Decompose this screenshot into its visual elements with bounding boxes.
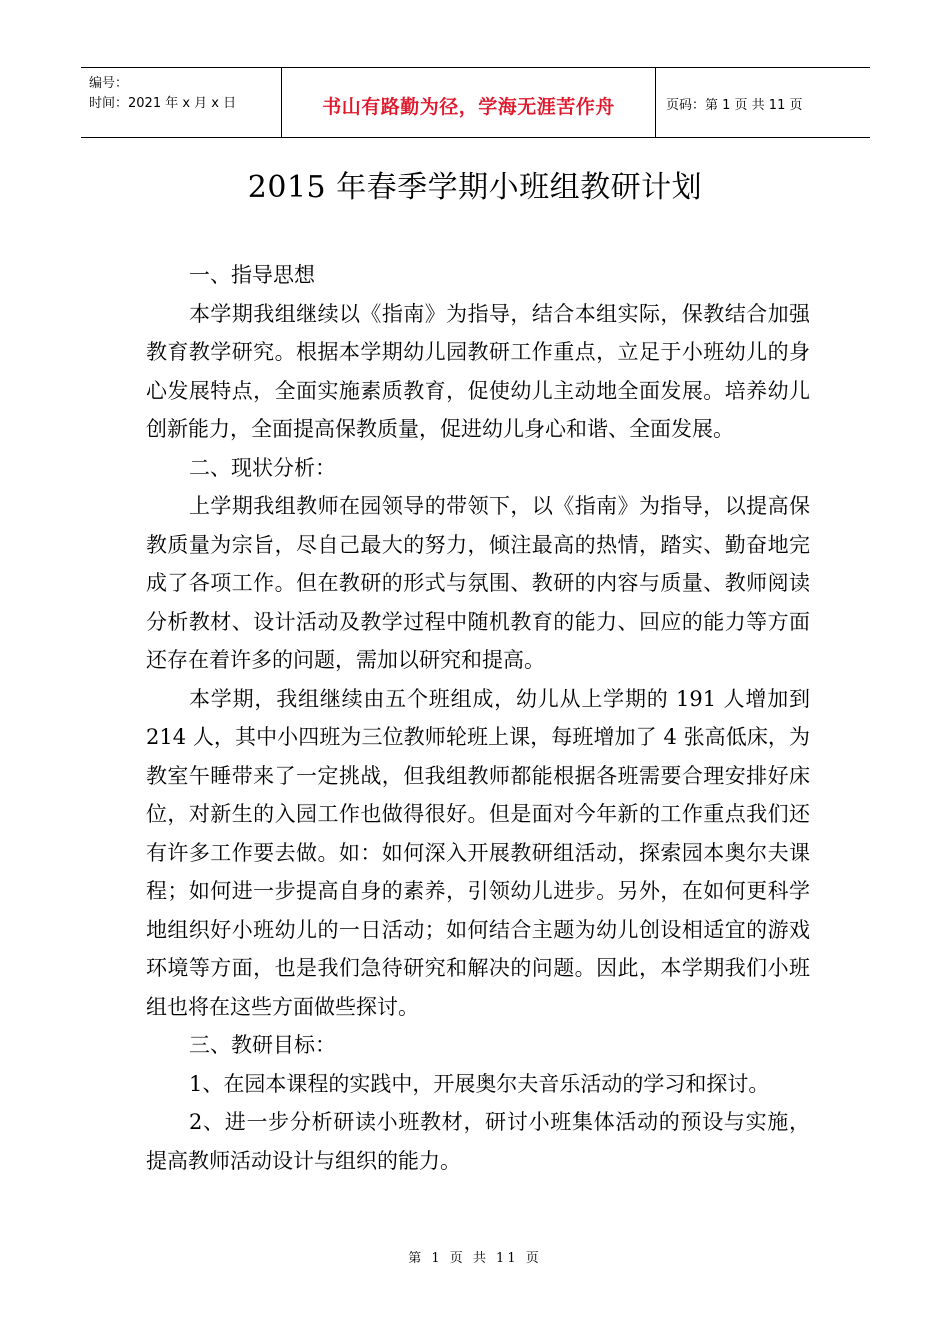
paragraph-analysis-1: 上学期我组教师在园领导的带领下，以《指南》为指导，以提高保教质量为宗旨，尽自己最大的努力，倾注最高的热情，踏实、勤奋地完成了各项工作。但在教研的形式与氛围、教研的内容与质量、教师阅读分析教材、设计活动及教学过程中随机教育的能力、回应的能力等方面还存在着许多的问题，需加以研究和提高。 <box>146 494 810 672</box>
header-motto-cell <box>282 68 656 137</box>
motto-text: 书山有路勤为径，学海无涯苦作舟 <box>322 96 615 118</box>
header-page-cell <box>656 68 870 137</box>
goal-item-2: 2、进一步分析研读小班教材，研讨小班集体活动的预设与实施，提高教师活动设计与组织的能力。 <box>146 1110 810 1173</box>
page-info: 页码：第 1 页 共 11 页 <box>666 98 803 113</box>
header-meta-cell <box>81 68 282 137</box>
page-title: 2015 年春季学期小班组教研计划 <box>247 170 703 205</box>
header-table <box>81 67 870 138</box>
document-date-label: 时间：2021 年 x 月 x 日 <box>89 96 237 111</box>
section-heading-guiding: 一、指导思想 <box>189 263 315 287</box>
paragraph-guiding: 本学期我组继续以《指南》为指导，结合本组实际，保教结合加强教育教学研究。根据本学期幼儿园教研工作重点，立足于小班幼儿的身心发展特点，全面实施素质教育，促使幼儿主动地全面发展。培养幼儿创新能力，全面提高保教质量，促进幼儿身心和谐、全面发展。 <box>146 301 810 441</box>
page-footer: 第 1 页 共 11 页 <box>408 1251 542 1266</box>
document-number-label: 编号： <box>89 76 129 91</box>
paragraph-analysis-2: 本学期，我组继续由五个班组成，幼儿从上学期的 191 人增加到 214 人，其中小四班为三位教师轮班上课，每班增加了 4 张高低床，为教室午睡带来了一定挑战，但我组教师都能根据各班需要合理安排好床位，对新生的入园工作也做得很好。但是面对今年新的工作重点我们还有许多工作要去做。如：如何深入开展教研组活动，探索园本奥尔夫课程；如何进一步提高自身的素养，引领幼儿进步。另外，在如何更科学地组织好小班幼儿的一日活动；如何结合主题为幼儿创设相适宜的游戏环境等方面，也是我们急待研究和解决的问题。因此，本学期我们小班组也将在这些方面做些探讨。 <box>146 686 810 1019</box>
section-heading-goals: 三、教研目标： <box>189 1033 336 1057</box>
section-heading-analysis: 二、现状分析： <box>189 455 336 480</box>
document-body <box>146 256 810 1180</box>
goal-item-1: 1、在园本课程的实践中，开展奥尔夫音乐活动的学习和探讨。 <box>189 1071 770 1096</box>
